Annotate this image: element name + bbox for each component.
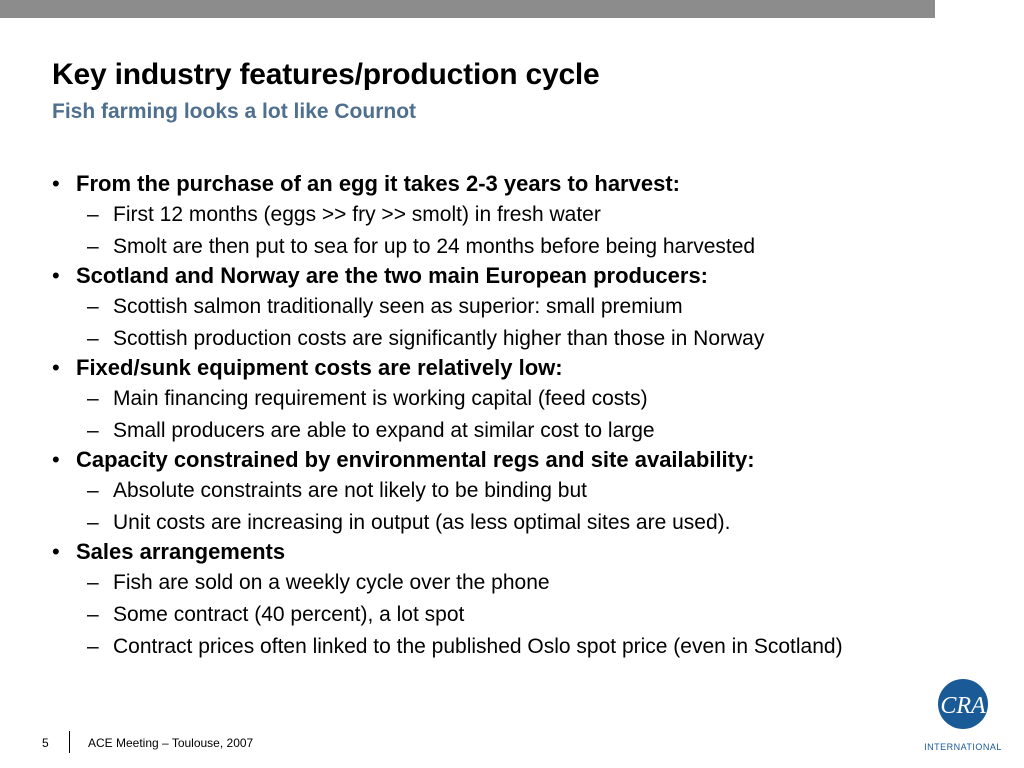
- slide-subtitle: Fish farming looks a lot like Cournot: [52, 100, 417, 123]
- bullet-item: • Fixed/sunk equipment costs are relatively low:: [52, 353, 952, 383]
- bullet-item: • Scotland and Norway are the two main European producers:: [52, 261, 952, 291]
- slide-title: Key industry features/production cycle: [52, 58, 600, 91]
- logo-mark: CRA: [940, 693, 986, 719]
- cra-logo-icon: [920, 678, 1006, 754]
- sub-bullet-item: – Absolute constraints are not likely to be binding but: [52, 479, 952, 502]
- sub-bullet-item: – Main financing requirement is working capital (feed costs): [52, 387, 952, 410]
- sub-bullet-item: – Scottish production costs are significantly higher than those in Norway: [52, 327, 952, 350]
- bullet-item: • Sales arrangements: [52, 537, 952, 567]
- bullet-item: • Capacity constrained by environmental regs and site availability:: [52, 445, 952, 475]
- page-number: 5: [42, 736, 49, 750]
- sub-bullet-item: – Scottish salmon traditionally seen as superior: small premium: [52, 295, 952, 318]
- header-bar: [0, 0, 935, 18]
- sub-bullet-item: – First 12 months (eggs >> fry >> smolt) in fresh water: [52, 203, 952, 226]
- sub-bullet-item: – Fish are sold on a weekly cycle over the phone: [52, 571, 952, 594]
- cra-logo: [920, 678, 1006, 754]
- sub-bullet-item: – Contract prices often linked to the published Oslo spot price (even in Scotland): [52, 635, 952, 658]
- footer-divider: [69, 731, 70, 753]
- footer-text: ACE Meeting – Toulouse, 2007: [88, 736, 254, 750]
- sub-bullet-item: – Some contract (40 percent), a lot spot: [52, 603, 952, 626]
- logo-label: INTERNATIONAL: [924, 742, 1002, 752]
- sub-bullet-item: – Smolt are then put to sea for up to 24 months before being harvested: [52, 235, 952, 258]
- bullet-item: • From the purchase of an egg it takes 2-3 years to harvest:: [52, 169, 952, 199]
- bullet-list: [52, 166, 952, 658]
- sub-bullet-item: – Unit costs are increasing in output (as less optimal sites are used).: [52, 511, 952, 534]
- sub-bullet-item: – Small producers are able to expand at similar cost to large: [52, 419, 952, 442]
